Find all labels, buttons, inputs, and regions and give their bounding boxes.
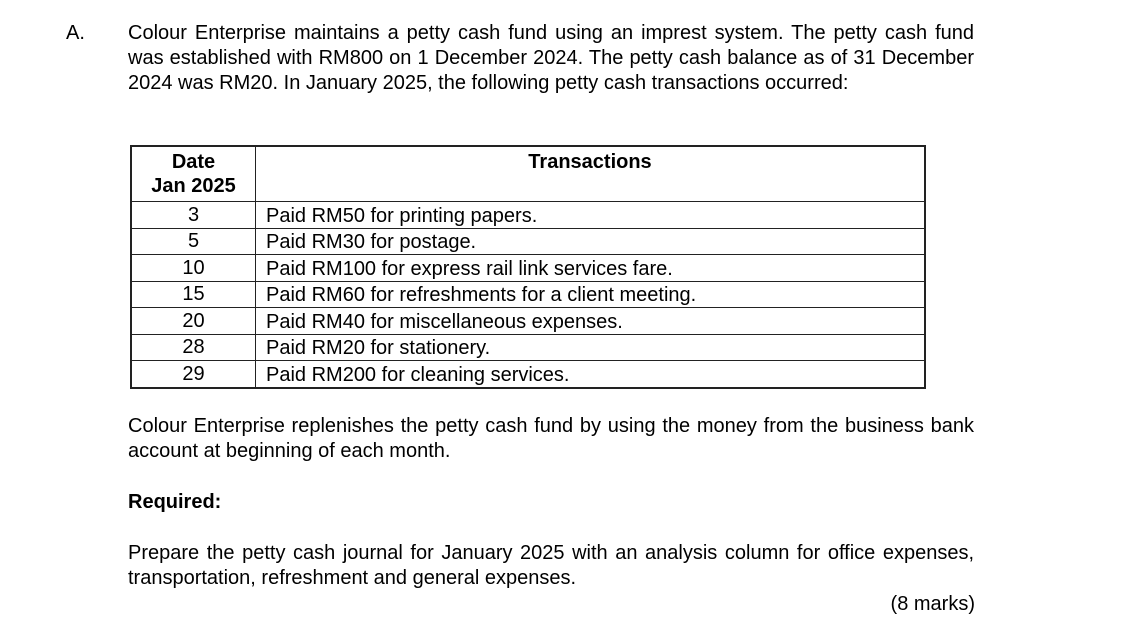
header-transactions: Transactions (256, 146, 926, 202)
table-row (131, 308, 925, 335)
table-row (131, 202, 925, 229)
row-date: 10 (131, 255, 256, 282)
row-date: 15 (131, 281, 256, 308)
table-row (131, 334, 925, 361)
replenish-paragraph: Colour Enterprise replenishes the petty cash fund by using the money from the business bank account at beginning of each month. (128, 415, 974, 462)
row-transaction: Paid RM50 for printing papers. (256, 202, 926, 229)
required-heading: Required: (128, 491, 222, 513)
question-label: A. (66, 22, 85, 44)
row-transaction: Paid RM200 for cleaning services. (256, 361, 926, 388)
header-date-line2: Jan 2025 (151, 175, 236, 197)
table-row (131, 255, 925, 282)
table-row (131, 361, 925, 388)
row-date: 3 (131, 202, 256, 229)
row-transaction: Paid RM30 for postage. (256, 228, 926, 255)
marks-label: (8 marks) (890, 593, 975, 615)
row-date: 29 (131, 361, 256, 388)
row-date: 28 (131, 334, 256, 361)
row-transaction: Paid RM60 for refreshments for a client meeting. (256, 281, 926, 308)
row-transaction: Paid RM40 for miscellaneous expenses. (256, 308, 926, 335)
table-row (131, 228, 925, 255)
row-transaction: Paid RM100 for express rail link services fare. (256, 255, 926, 282)
row-date: 20 (131, 308, 256, 335)
task-paragraph: Prepare the petty cash journal for January 2025 with an analysis column for office expenses, transportation, refreshment and general expenses. (128, 542, 974, 589)
intro-paragraph: Colour Enterprise maintains a petty cash fund using an imprest system. The petty cash fund was established with RM800 on 1 December 2024. The petty cash balance as of 31 December 2024 was RM20. In January 2025, the following petty cash transactions occurred: (128, 22, 974, 94)
row-transaction: Paid RM20 for stationery. (256, 334, 926, 361)
transactions-table (130, 145, 926, 389)
header-date-line1: Date (171, 151, 216, 173)
header-date (131, 146, 256, 202)
row-date: 5 (131, 228, 256, 255)
table-row (131, 281, 925, 308)
table-header-row (131, 146, 925, 202)
